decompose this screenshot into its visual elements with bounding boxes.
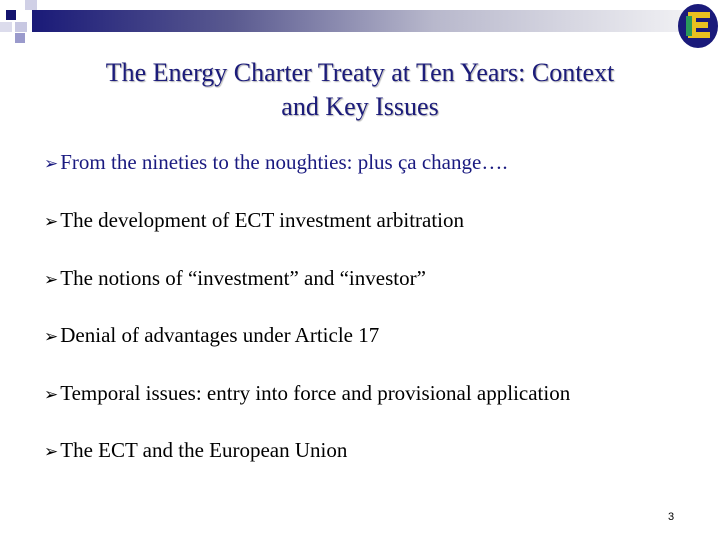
arrow-bullet-icon: ➢	[44, 270, 59, 289]
bullet-text: From the nineties to the noughties: plus ça change….	[60, 150, 508, 174]
decor-square	[6, 10, 16, 20]
energy-charter-logo-icon	[676, 2, 720, 50]
bullet-item	[44, 438, 347, 463]
bullet-item	[44, 208, 464, 233]
bullet-item	[44, 266, 426, 291]
bullet-item	[44, 381, 570, 406]
slide-title	[0, 56, 720, 124]
title-line-1: The Energy Charter Treaty at Ten Years: Context	[105, 58, 615, 87]
page-number: 3	[668, 511, 675, 523]
arrow-bullet-icon: ➢	[44, 212, 59, 231]
decor-square	[0, 22, 12, 32]
arrow-bullet-icon: ➢	[44, 385, 59, 404]
header-gradient-bar	[32, 10, 702, 32]
decor-square	[25, 0, 37, 10]
arrow-bullet-icon: ➢	[44, 442, 59, 461]
bullet-text: Temporal issues: entry into force and provisional application	[60, 381, 571, 405]
decor-square	[15, 22, 27, 32]
decor-square	[15, 33, 25, 43]
title-line-2: and Key Issues	[281, 92, 439, 121]
bullet-text: Denial of advantages under Article 17	[60, 323, 380, 347]
bullet-text: The notions of “investment” and “investor”	[60, 266, 426, 290]
bullet-item	[44, 150, 508, 175]
bullet-text: The development of ECT investment arbitration	[60, 208, 465, 232]
bullet-text: The ECT and the European Union	[60, 438, 348, 462]
arrow-bullet-icon: ➢	[44, 327, 59, 346]
arrow-bullet-icon: ➢	[44, 154, 59, 173]
bullet-item	[44, 323, 379, 348]
